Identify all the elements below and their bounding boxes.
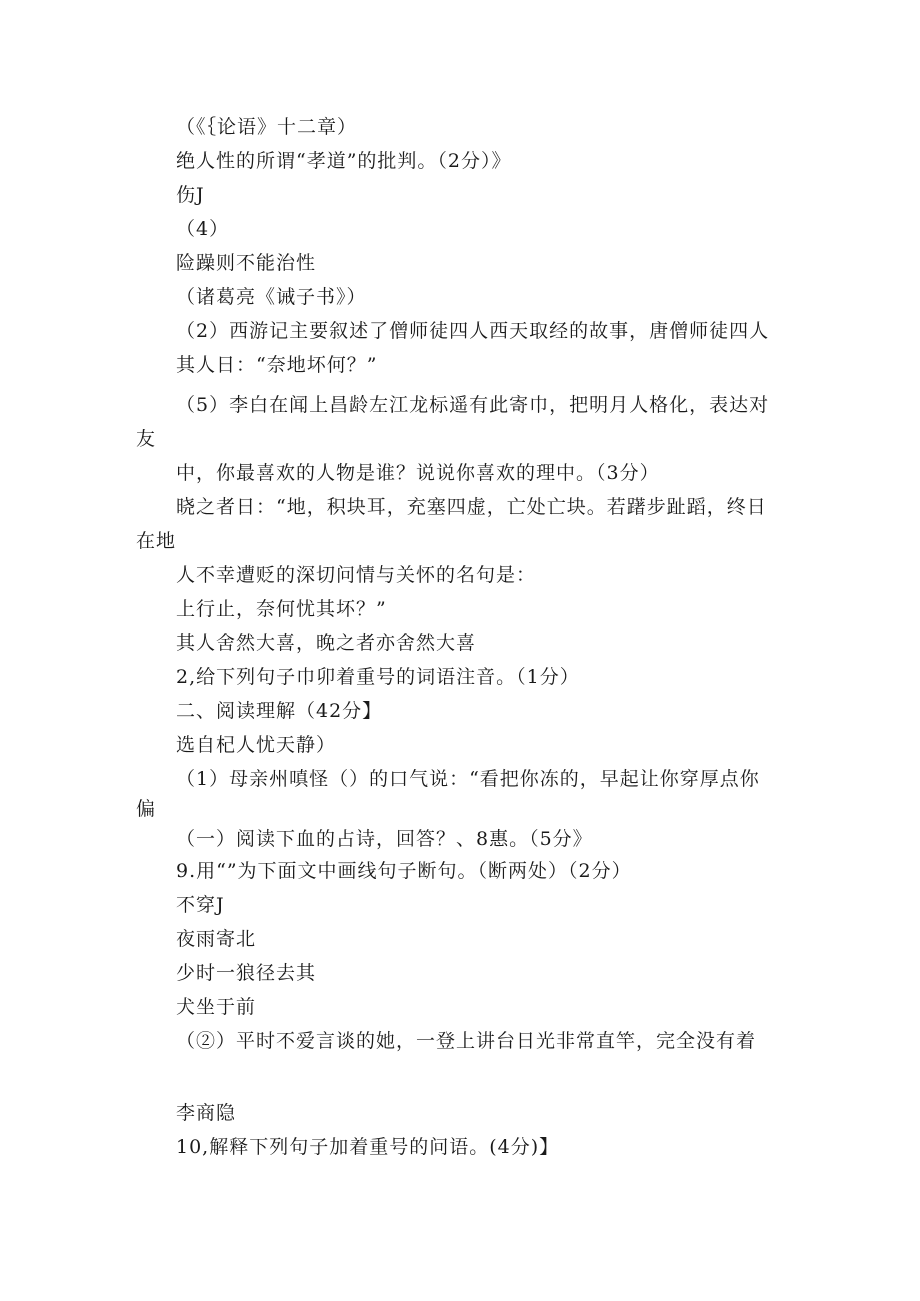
text-line: （诸葛亮《诫子书》） xyxy=(176,286,367,308)
text-line: 犬坐于前 xyxy=(176,996,257,1018)
text-line: 李商隐 xyxy=(176,1102,237,1124)
text-line: 人不幸遭贬的深切问情与关怀的名句是： xyxy=(176,564,537,586)
text-line: 10,解释下列句子加着重号的问语。(4分)】 xyxy=(176,1136,560,1158)
text-line: 2,给下列句子巾卯着重号的词语注音。（1分） xyxy=(176,666,580,688)
text-line: （1）母亲州嗔怪（）的口气说：“看把你冻的，早起让你穿厚点你 xyxy=(176,768,760,790)
text-line: 不穿J xyxy=(176,894,225,916)
text-line: 二、阅读理解（42分】 xyxy=(176,700,383,722)
text-line: （一）阅读下血的占诗，回答？、8惠。（5分》 xyxy=(176,828,593,850)
text-line: 9.用“”为下面文中画线句子断句。（断两处）（2分） xyxy=(176,860,632,882)
text-line: 险躁则不能治性 xyxy=(176,252,317,274)
text-line: 伤J xyxy=(176,184,205,206)
text-line: （《｛论语》十二章） xyxy=(176,116,358,138)
text-line: （4） xyxy=(176,218,230,240)
text-line: （②）平时不爱言谈的她，一登上讲台日光非常直竿，完全没有着 xyxy=(176,1030,757,1052)
text-line-continuation: 偏 xyxy=(136,798,157,820)
text-line: 中，你最喜欢的人物是谁？说说你喜欢的理中。（3分） xyxy=(176,462,660,484)
text-line: 夜雨寄北 xyxy=(176,928,257,950)
text-line: 少时一狼径去其 xyxy=(176,962,317,984)
text-line: 选自杞人忧天静） xyxy=(176,734,337,756)
text-line-continuation: 友 xyxy=(136,428,157,450)
text-line: 其人舍然大喜，晚之者亦舍然大喜 xyxy=(176,632,477,654)
text-line: （5）李白在闻上昌龄左江龙标遥有此寄巾，把明月人格化，表达对 xyxy=(176,394,770,416)
text-line-continuation: 在地 xyxy=(136,530,177,552)
text-line: （2）西游记主要叙述了僧师徒四人西天取经的故事，唐僧师徒四人 xyxy=(176,320,770,342)
text-line: 上行止，奈何忧其坏？” xyxy=(176,598,387,620)
text-line: 绝人性的所谓“孝道”的批判。（2分）》 xyxy=(176,150,512,172)
text-line: 晓之者日：“地，积块耳，充塞四虚，亡处亡块。若躇步趾蹈，终日 xyxy=(176,496,767,518)
text-line: 其人日：“奈地坏何？” xyxy=(176,354,378,376)
